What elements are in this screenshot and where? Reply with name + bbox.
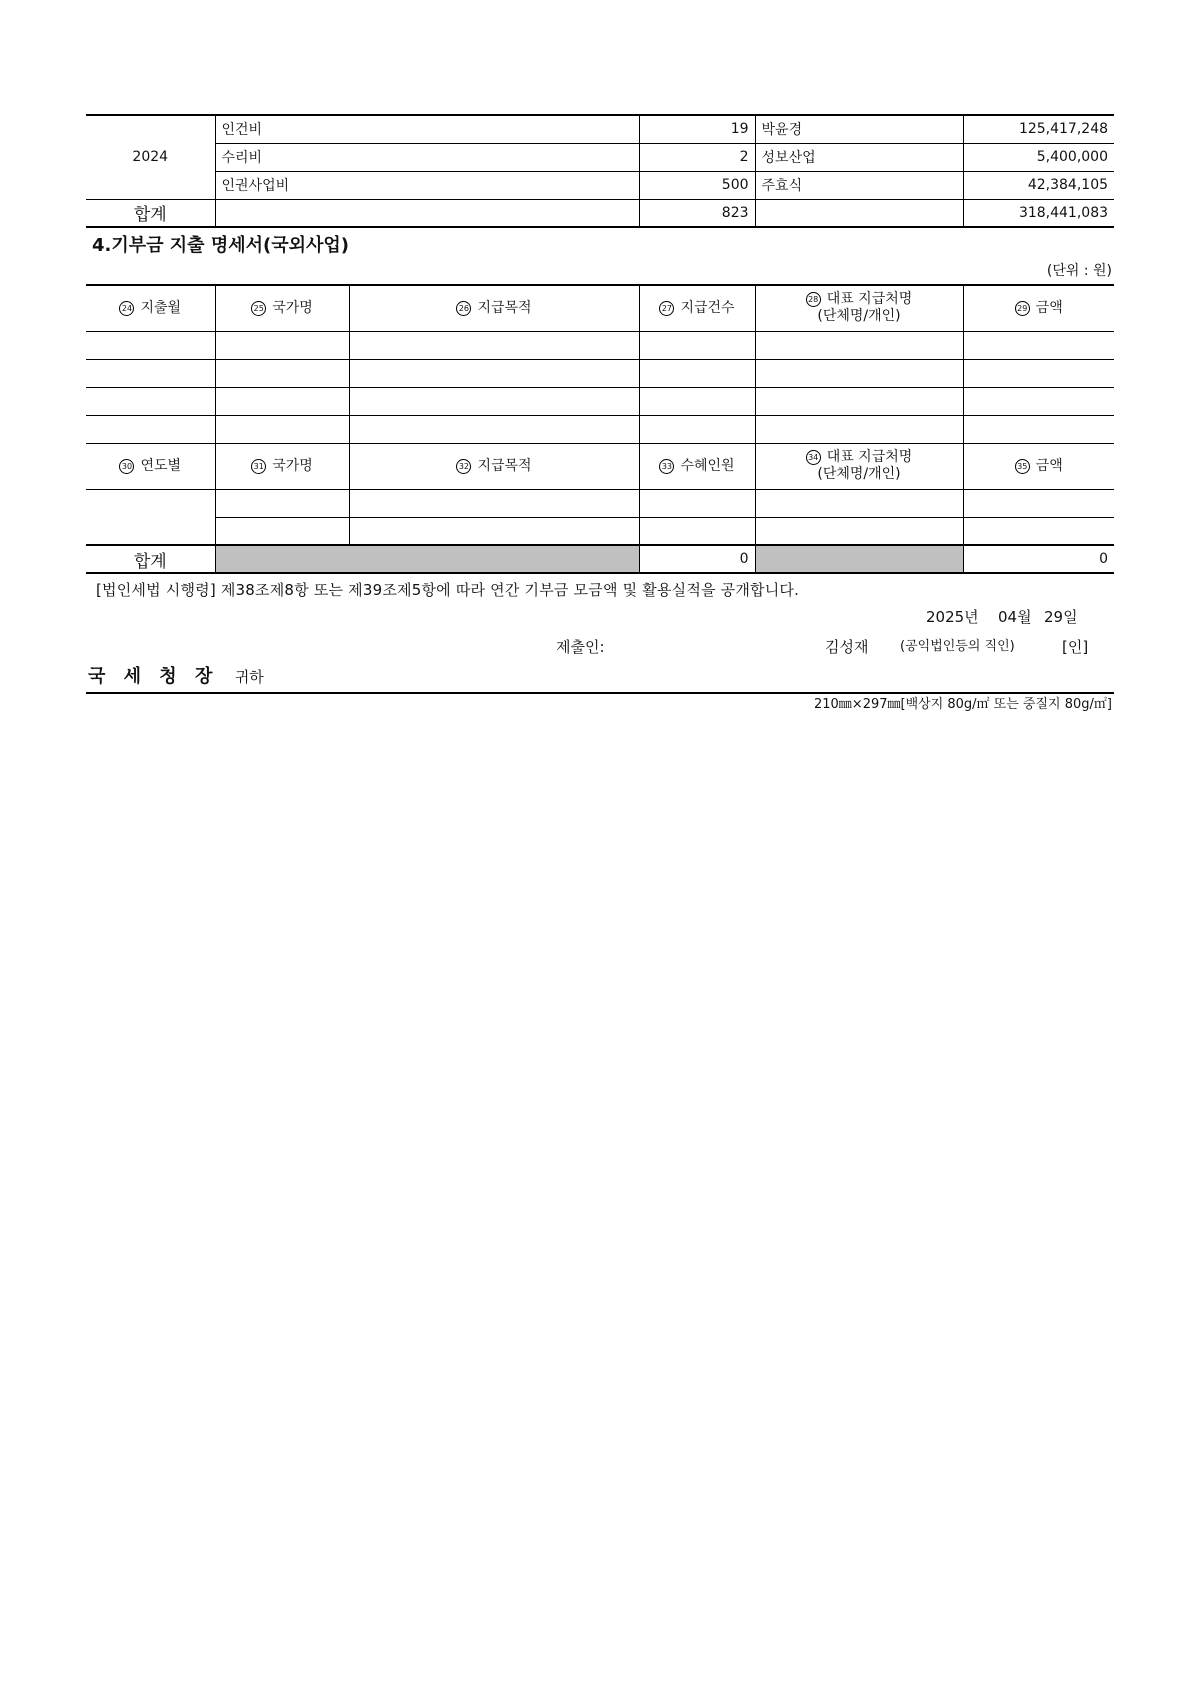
circled-number: 33: [659, 459, 674, 474]
year-cell: 2024: [86, 115, 215, 199]
header-year: [86, 443, 215, 489]
total-count: 823: [639, 199, 755, 227]
honorific: 귀하: [234, 668, 264, 686]
submission-date: [86, 602, 1114, 632]
table-row: [86, 331, 1114, 359]
header-label: 국가명: [272, 457, 313, 474]
table-row: [86, 171, 1114, 199]
circled-number: 24: [119, 301, 134, 316]
table-row: [86, 489, 1114, 517]
circled-number: 32: [456, 459, 471, 474]
circled-number: 27: [659, 301, 674, 316]
total-amount: 318,441,083: [963, 199, 1114, 227]
purpose-cell: 수리비: [215, 143, 639, 171]
header-label: 수혜인원: [680, 457, 735, 474]
header-label: 대표 지급처명: [826, 291, 913, 308]
header-label: 금액: [1035, 299, 1063, 316]
section-title: 4.기부금 지출 명세서(국외사업): [92, 235, 350, 256]
purpose-cell: 인권사업비: [215, 171, 639, 199]
submitter-label: 제출인:: [556, 638, 605, 656]
amount-cell: 5,400,000: [963, 143, 1114, 171]
date-year: 2025년: [926, 608, 979, 626]
addressee: 국 세 청 장: [88, 666, 219, 687]
header-amount: [963, 285, 1114, 331]
circled-number: 34: [806, 450, 821, 465]
circled-number: 29: [1015, 301, 1030, 316]
total-label: 합계: [86, 199, 215, 227]
empty-cell: [215, 199, 639, 227]
header-label: 지급목적: [477, 457, 532, 474]
header-purpose: [349, 285, 639, 331]
table-row: [86, 387, 1114, 415]
header-sublabel: (단체명/개인): [817, 466, 901, 482]
table-row: [86, 517, 1114, 545]
legal-notice: [법인세법 시행령] 제38조제8항 또는 제39조제5항에 따라 연간 기부금 모금액 및 활용실적을 공개합니다.: [96, 581, 800, 599]
header-recipient: [755, 443, 963, 489]
table-row: [86, 115, 1114, 143]
expenditure-summary-table: [86, 114, 1114, 228]
header-label: 대표 지급처명: [826, 449, 913, 465]
seal-mark: [인]: [1062, 638, 1089, 656]
empty-cell: [755, 199, 963, 227]
submitter-line: [86, 632, 1114, 662]
table-row: [86, 359, 1114, 387]
circled-number: 30: [119, 459, 134, 474]
circled-number: 25: [251, 301, 266, 316]
header-row: [86, 285, 1114, 331]
header-sublabel: (단체명/개인): [817, 308, 901, 325]
recipient-cell: 성보산업: [755, 143, 963, 171]
shaded-cell: [215, 545, 639, 573]
date-day: 29일: [1044, 608, 1078, 626]
header-beneficiaries: [639, 443, 755, 489]
table-row: [86, 415, 1114, 443]
recipient-cell: 박윤경: [755, 115, 963, 143]
header-month: [86, 285, 215, 331]
purpose-cell: 인건비: [215, 115, 639, 143]
amount-cell: 42,384,105: [963, 171, 1114, 199]
header-recipient: [755, 285, 963, 331]
total-count: 0: [639, 545, 755, 573]
shaded-cell: [755, 545, 963, 573]
count-cell: 500: [639, 171, 755, 199]
header-label: 지급목적: [477, 299, 532, 316]
header-label: 연도별: [140, 457, 182, 474]
total-row: [86, 199, 1114, 227]
count-cell: 2: [639, 143, 755, 171]
header-label: 국가명: [272, 299, 313, 316]
submitter-name: 김성재: [825, 638, 869, 656]
paper-spec: 210㎜×297㎜[백상지 80g/㎡ 또는 중질지 80g/㎡]: [813, 697, 1112, 712]
addressee-line: [86, 662, 1114, 694]
header-count: [639, 285, 755, 331]
total-amount: 0: [963, 545, 1114, 573]
header-amount: [963, 443, 1114, 489]
header-label: 금액: [1035, 457, 1063, 474]
header-row: [86, 443, 1114, 489]
header-label: 지출월: [140, 299, 182, 316]
count-cell: 19: [639, 115, 755, 143]
header-purpose: [349, 443, 639, 489]
recipient-cell: 주효식: [755, 171, 963, 199]
circled-number: 28: [806, 292, 821, 307]
table-row: [86, 143, 1114, 171]
header-country: [215, 285, 349, 331]
unit-label: (단위 : 원): [1046, 263, 1112, 279]
submitter-role: (공익법인등의 직인): [900, 639, 1015, 654]
amount-cell: 125,417,248: [963, 115, 1114, 143]
circled-number: 35: [1015, 459, 1030, 474]
header-country: [215, 443, 349, 489]
circled-number: 31: [251, 459, 266, 474]
document-page: [86, 114, 1114, 716]
header-label: 지급건수: [680, 299, 735, 316]
circled-number: 26: [456, 301, 471, 316]
total-row: [86, 545, 1114, 573]
overseas-expenditure-table: [86, 284, 1114, 574]
date-month: 04월: [998, 608, 1032, 626]
total-label: 합계: [86, 545, 215, 573]
